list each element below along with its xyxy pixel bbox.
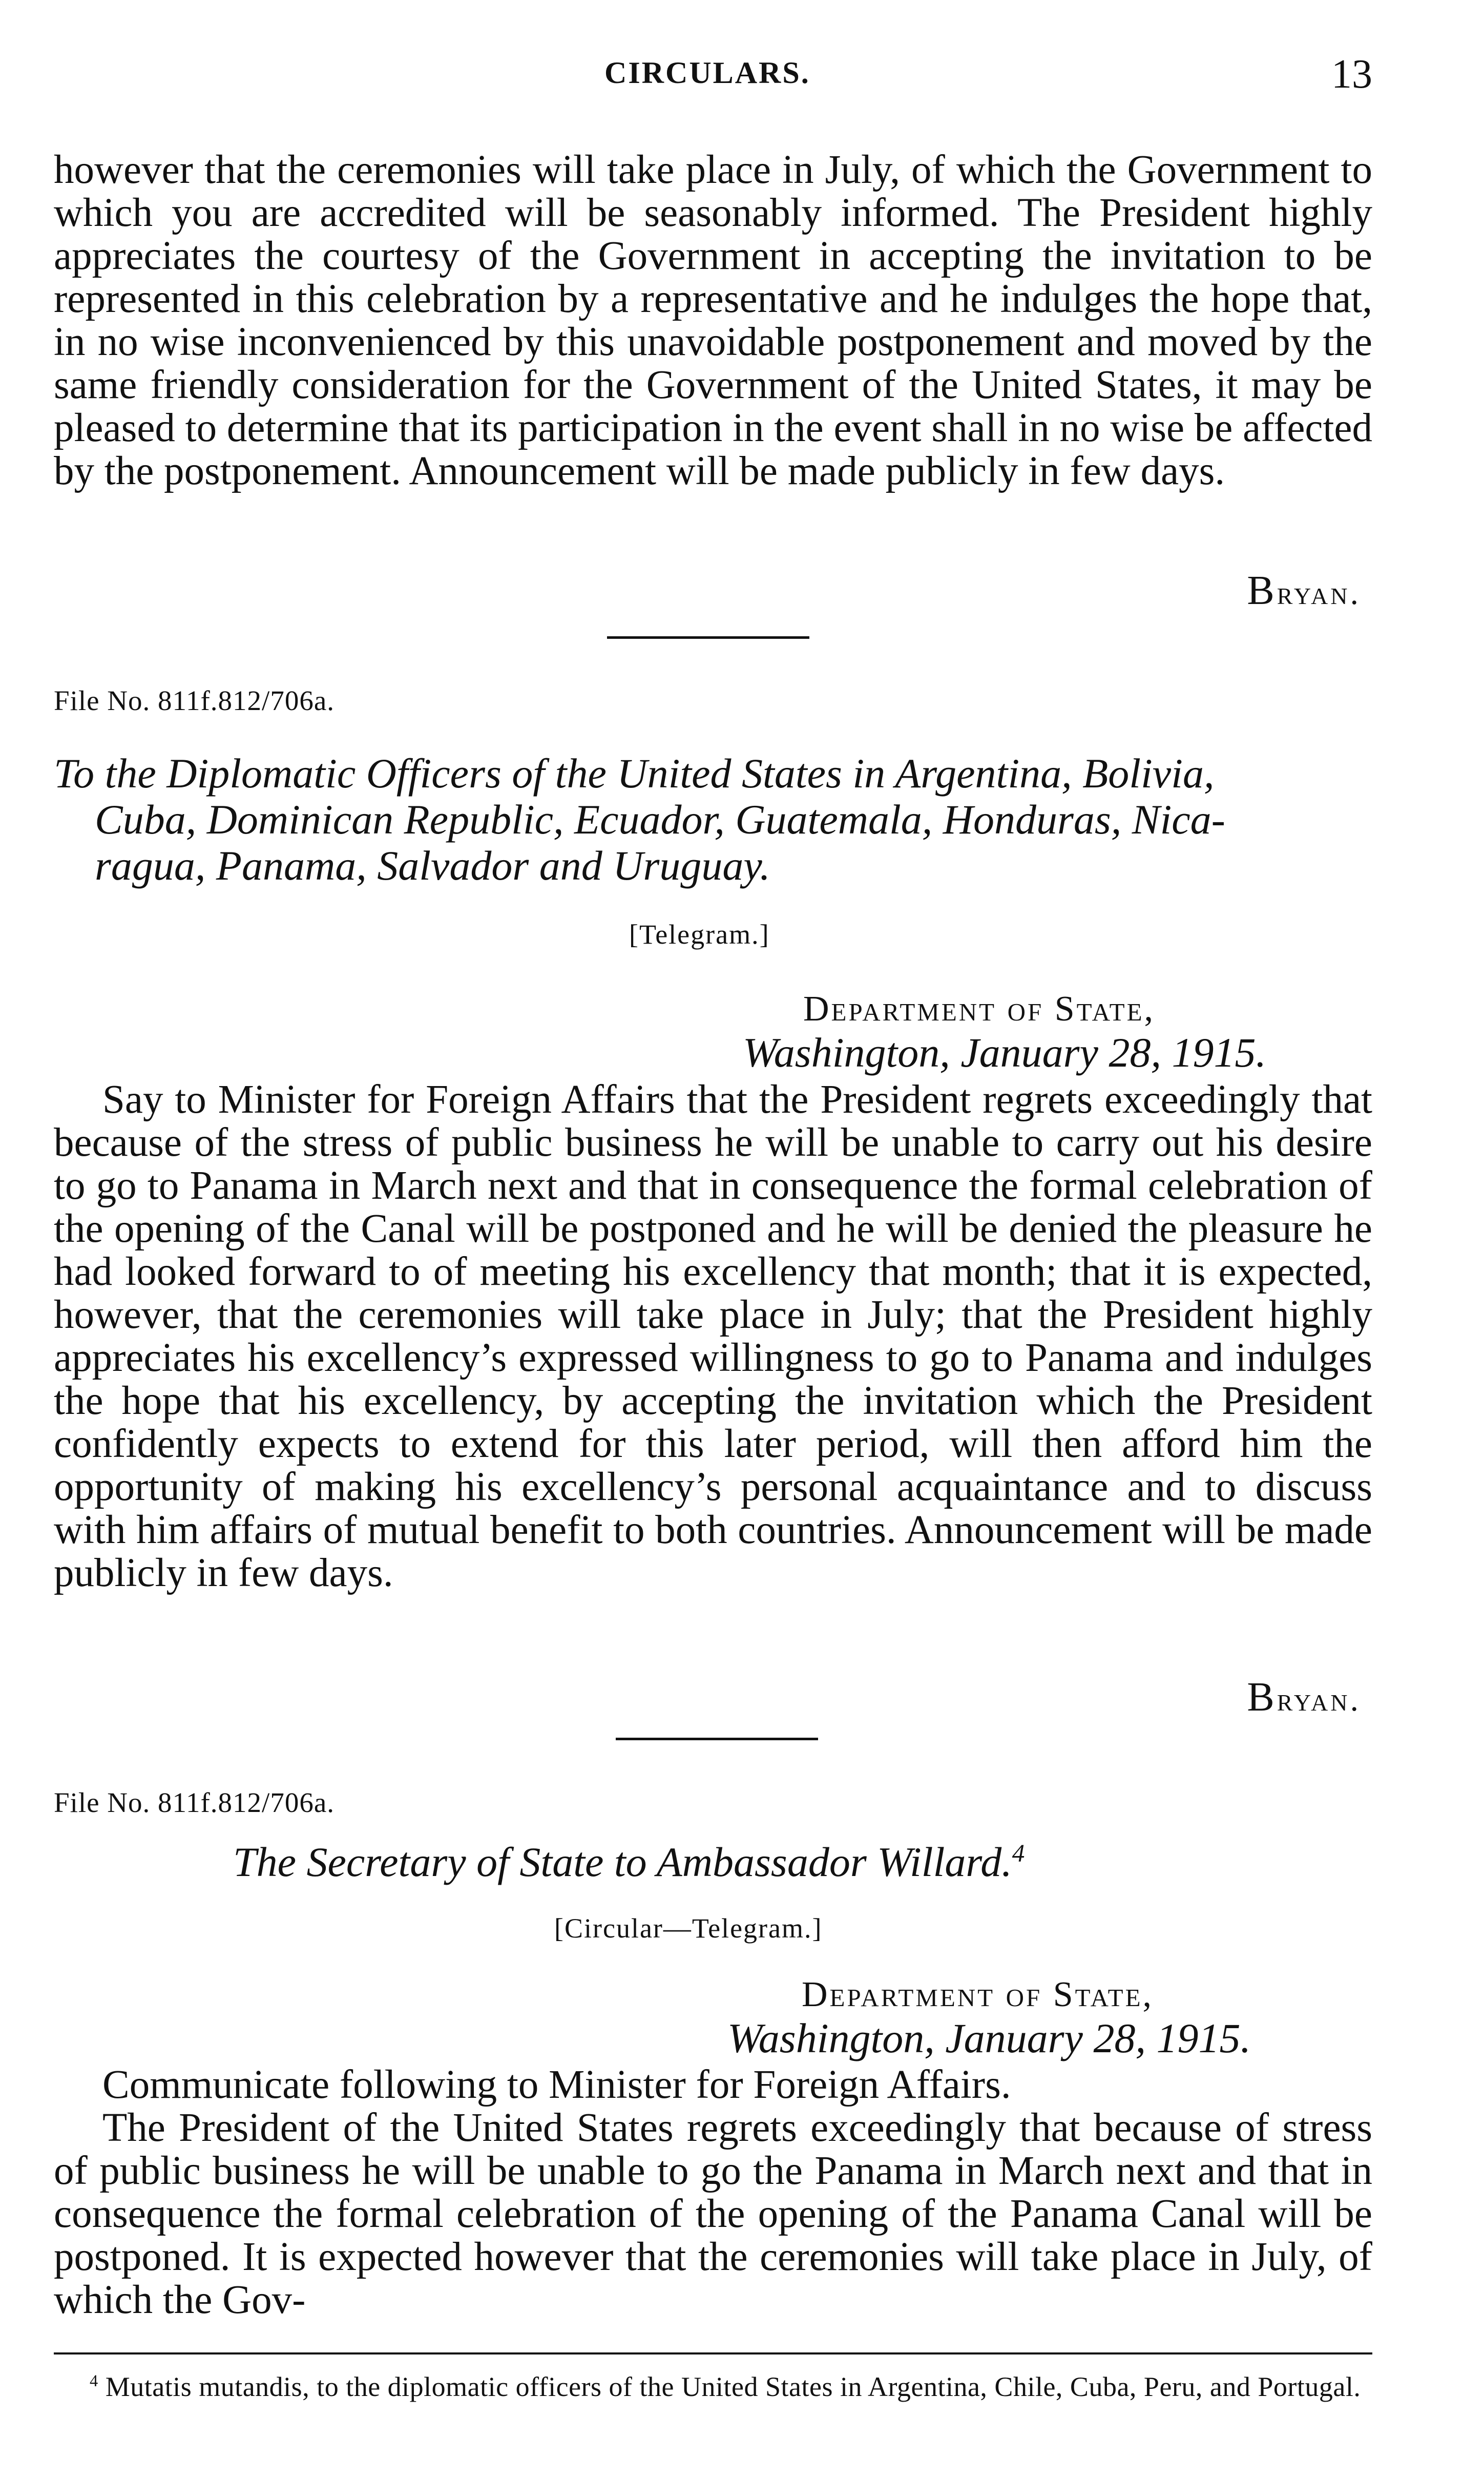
body-text-1: Say to Minister for Foreign Affairs that the President regrets exceedingly that because of the stress of public business he will be unable to carry out his desire to go to Panama in March next and that in consequence the formal celebration of the opening of the Canal will be postponed and he will be denied the pleasure he had looked forward to of meeting his excellency that month; that it is expected, however, that the ceremonies will take place in July; that the President highly appreciates his excellency’s expressed willingness to go to Panama and indulges the hope that his excellency, by accepting the invitation which the President confidently expects to extend for this later period, will then afford him the opportunity of making his excellency’s personal acquaintance and to discuss with him affairs of mutual benefit to both countries. Announcement will be made publicly in few days. [54,1077,1372,1595]
telegram-label: [Telegram.] [629,919,770,950]
address-line-2: Cuba, Dominican Republic, Ecuador, Guatemala, Honduras, Nica- [95,796,1225,843]
circular-telegram-label: [Circular—Telegram.] [554,1913,823,1944]
signature-bryan-1: Bryan. [1247,568,1361,613]
address-block [54,751,1372,889]
dateline-1: Washington, January 28, 1915. [743,1029,1266,1076]
file-number-1: File No. 811f.812/706a. [54,685,335,716]
file-number-2: File No. 811f.812/706a. [54,1787,335,1818]
address-line-1: To the Diplomatic Officers of the United States in Argentina, Bolivia, [54,750,1215,797]
dateline-2: Washington, January 28, 1915. [727,2015,1251,2061]
section-divider-1 [607,636,809,639]
body-paragraph-1 [54,1078,1372,1595]
address-line-3: ragua, Panama, Salvador and Uruguay. [95,842,770,889]
department-heading-2: Department of State, [802,1975,1154,2014]
continuation-text: however that the ceremonies will take place in July, of which the Government to which you are accredited will be seasonably informed. The President highly appreciates the courtesy of the Government in accepting the invitation to be represented in this celebration by a representative and he indulges the hope that, in no wise inconvenienced by this unavoidable postponement and moved by the same friendly consideration for the Government of the United States, it may be pleased to determine that its participation in the event shall in no wise be affected by the postponement. Announcement will be made publicly in few days. [54,148,1372,493]
signature-bryan-2: Bryan. [1247,1675,1361,1720]
document-heading [233,1838,1025,1886]
section-divider-2 [616,1738,818,1740]
footnote [54,2366,1372,2402]
footnote-reference: 4 [1012,1839,1025,1867]
body-paragraph-2 [54,2064,1372,2322]
body-text-2b: The President of the United States regrets exceedingly that because of stress of public business he will be unable to go the Panama in March next and that in consequence the formal celebration of the opening of the Panama Canal will be postponed. It is expected however that the ceremonies will take place in July, of which the Gov- [54,2106,1372,2322]
body-text-2a: Communicate following to Minister for Foreign Affairs. [102,2062,1011,2107]
running-title: CIRCULARS. [604,56,810,90]
continuation-paragraph [54,149,1372,493]
page-number: 13 [1331,52,1372,97]
department-heading-1: Department of State, [803,989,1156,1029]
footnote-rule [54,2352,1372,2354]
heading-text: The Secretary of State to Ambassador Willard. [233,1839,1012,1885]
footnote-text: Mutatis mutandis, to the diplomatic officers of the United States in Argentina, Chile, Cuba, Peru, and Portugal. [105,2371,1361,2402]
footnote-marker: 4 [90,2372,98,2390]
